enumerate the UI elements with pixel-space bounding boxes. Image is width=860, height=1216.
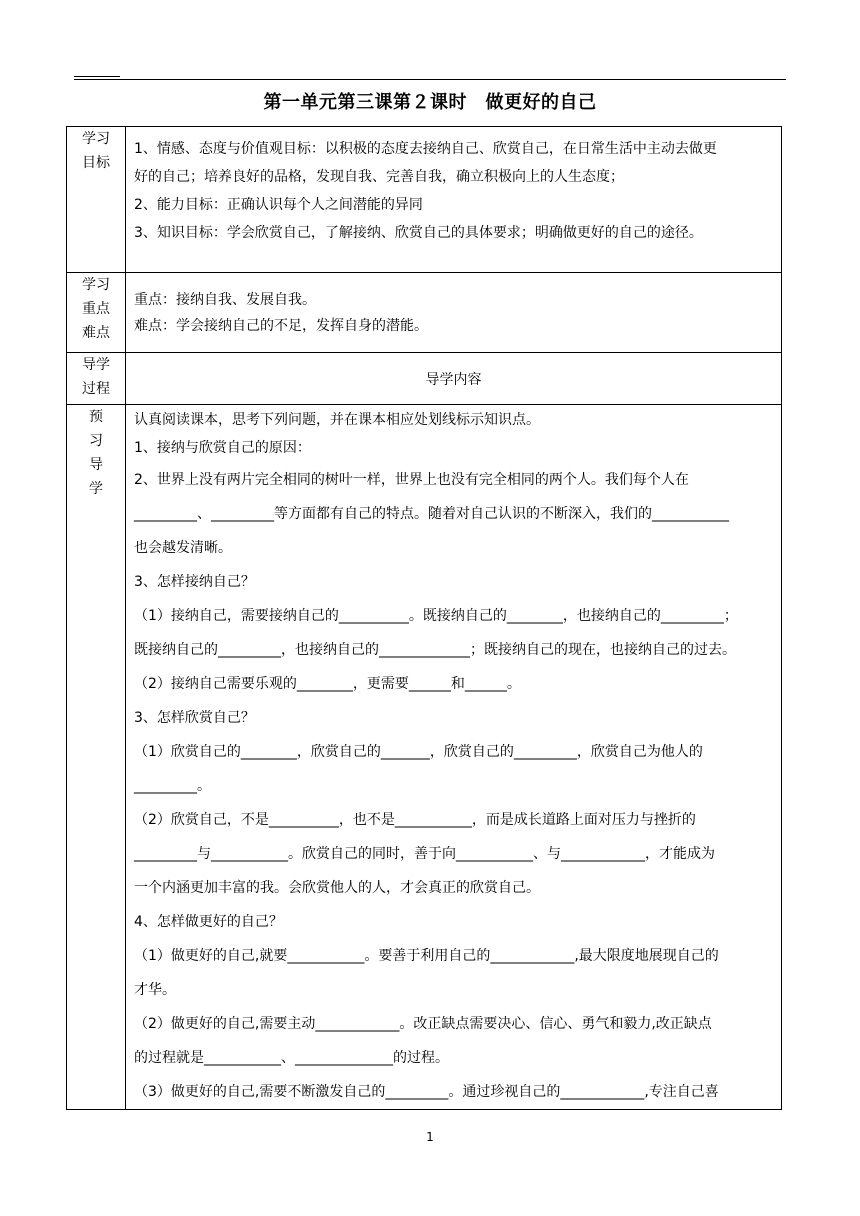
preview-line: _________与___________。欣赏自己的同时，善于向___________、与____________，才能成为 bbox=[134, 846, 715, 862]
preview-row bbox=[67, 405, 782, 1110]
preview-line: _________、_________等方面都有自己的特点。随着对自己认识的不断深入，我们的___________ bbox=[134, 506, 729, 522]
process-row bbox=[67, 353, 782, 405]
preview-label: 预 习 导 学 bbox=[67, 405, 126, 1110]
key-point: 重点：接纳自我、发展自我。 bbox=[134, 291, 316, 308]
document-title: 第一单元第三课第２课时 做更好的自己 bbox=[263, 92, 597, 113]
difficult-point: 难点：学会接纳自己的不足，发挥自身的潜能。 bbox=[134, 317, 428, 334]
objectives-content bbox=[126, 127, 782, 273]
process-header: 导学内容 bbox=[126, 353, 782, 405]
preview-line: 3、怎样接纳自己？ bbox=[134, 574, 255, 590]
preview-line: （2）做更好的自己,需要主动____________。改正缺点需要决心、信心、勇气和毅力,改正缺点 bbox=[134, 1016, 712, 1032]
keypoints-content bbox=[126, 273, 782, 353]
preview-line: 一个内涵更加丰富的我。会欣赏他人的人，才会真正的欣赏自己。 bbox=[134, 880, 540, 896]
preview-line: 既接纳自己的_________，也接纳自己的_____________；既接纳自己的现在，也接纳自己的过去。 bbox=[134, 642, 736, 658]
lesson-plan-table bbox=[66, 126, 782, 1110]
preview-line: 才华。 bbox=[134, 982, 176, 998]
preview-line: 也会越发清晰。 bbox=[134, 540, 232, 556]
preview-line: _________。 bbox=[134, 778, 211, 794]
objective-line: 2、能力目标：正确认识每个人之间潜能的异同 bbox=[134, 197, 423, 213]
objective-line: 3、知识目标：学会欣赏自己，了解接纳、欣赏自己的具体要求；明确做更好的自己的途径。 bbox=[134, 225, 703, 241]
preview-line: 的过程就是___________、______________的过程。 bbox=[134, 1050, 449, 1066]
preview-line: （1）欣赏自己的________，欣赏自己的_______，欣赏自己的_________，欣赏自己为他人的 bbox=[134, 744, 703, 760]
preview-line: 认真阅读课本，思考下列问题，并在课本相应处划线标示知识点。 bbox=[134, 412, 540, 428]
objective-line: 好的自己；培养良好的品格，发现自我、完善自我，确立积极向上的人生态度； bbox=[134, 169, 624, 185]
header-rule bbox=[74, 79, 786, 80]
preview-line: （3）做更好的自己,需要不断激发自己的_________。通过珍视自己的____________,专注自己喜 bbox=[134, 1084, 719, 1100]
preview-line: （1）做更好的自己,就要___________。要善于利用自己的____________,最大限度地展现自己的 bbox=[134, 948, 719, 964]
keypoints-row bbox=[67, 273, 782, 353]
keypoints-label: 学习 重点 难点 bbox=[67, 273, 126, 353]
process-label: 导学 过程 bbox=[67, 353, 126, 405]
preview-line: （2）欣赏自己，不是__________，也不是___________，而是成长道路上面对压力与挫折的 bbox=[134, 812, 696, 828]
preview-line: 4、怎样做更好的自己？ bbox=[134, 914, 283, 930]
objective-line: 1、情感、态度与价值观目标：以积极的态度去接纳自己、欣赏自己，在日常生活中主动去做更 bbox=[134, 141, 717, 157]
header-rule-short bbox=[74, 76, 120, 77]
page-number: 1 bbox=[426, 1130, 434, 1144]
preview-line: 3、怎样欣赏自己？ bbox=[134, 710, 255, 726]
preview-line: （1）接纳自己，需要接纳自己的__________。既接纳自己的________，也接纳自己的_________； bbox=[134, 608, 738, 624]
objectives-row bbox=[67, 127, 782, 273]
preview-line: 1、接纳与欣赏自己的原因： bbox=[134, 440, 311, 456]
preview-content bbox=[126, 405, 782, 1110]
preview-line: （2）接纳自己需要乐观的________，更需要______和______。 bbox=[134, 676, 521, 692]
objectives-label: 学习 目标 bbox=[67, 127, 126, 273]
preview-line: 2、世界上没有两片完全相同的树叶一样，世界上也没有完全相同的两个人。我们每个人在 bbox=[134, 472, 689, 488]
